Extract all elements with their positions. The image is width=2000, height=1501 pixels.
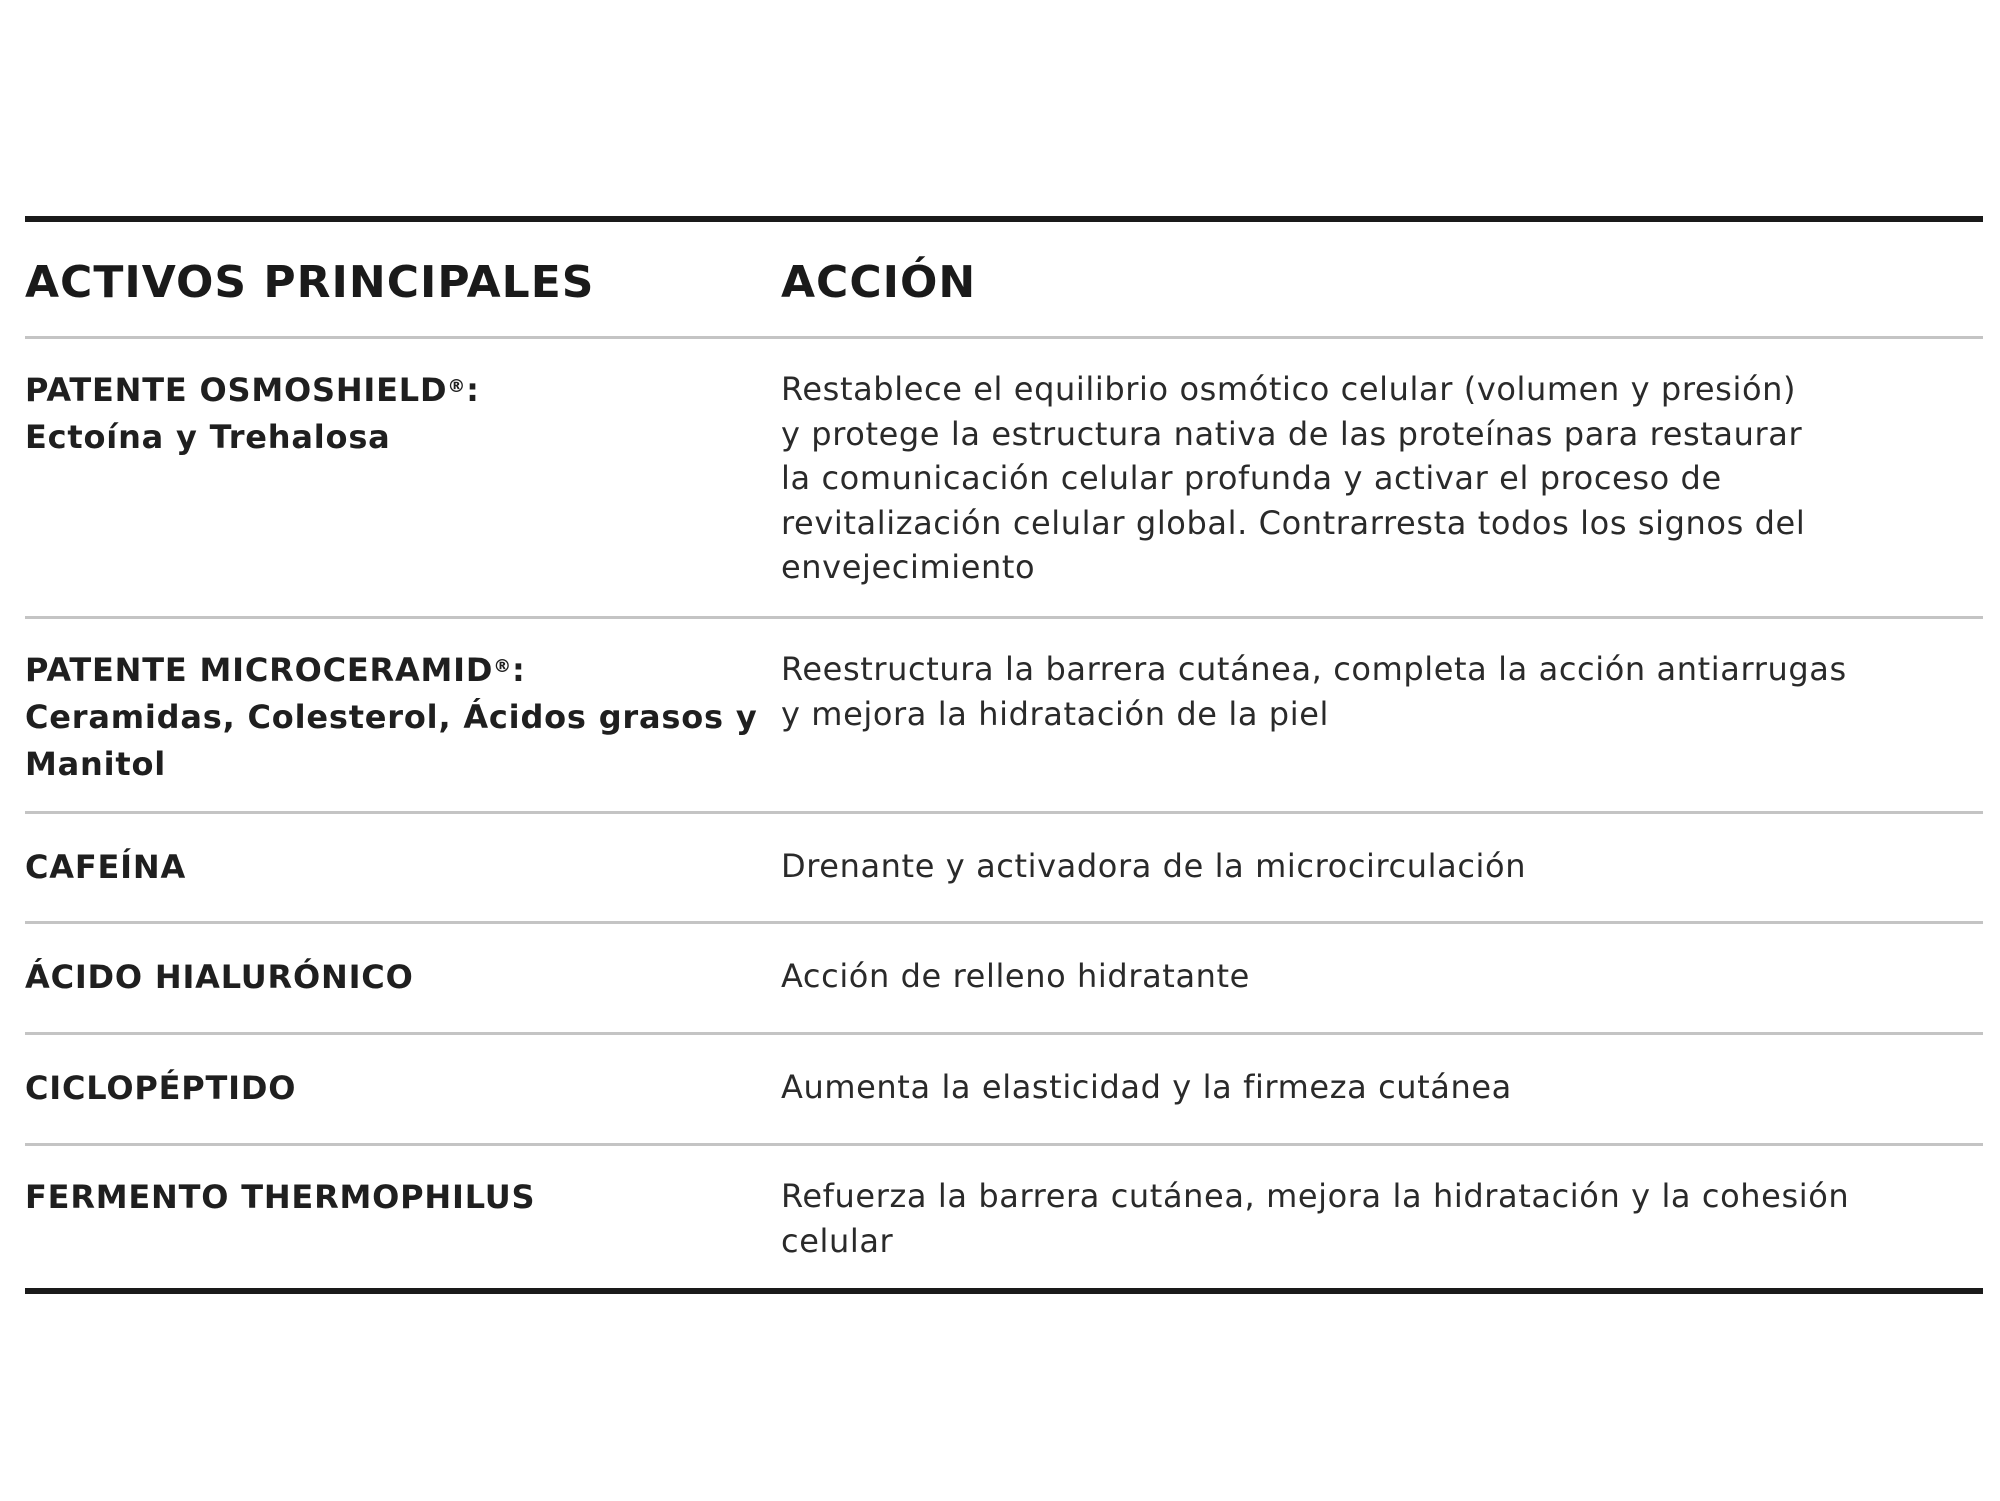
- action-line: y protege la estructura nativa de las proteínas para restaurar: [781, 414, 1803, 453]
- ingredient-detail: Ectoína y Trehalosa: [25, 418, 391, 456]
- action-line: revitalización celular global. Contrarresta todos los signos del: [781, 503, 1806, 542]
- action-cell: [781, 1146, 1983, 1288]
- registered-mark: ®: [447, 376, 467, 397]
- table-header-row: [25, 222, 1983, 339]
- action-line: y mejora la hidratación de la piel: [781, 694, 1329, 733]
- header-ingredients: ACTIVOS PRINCIPALES: [25, 257, 595, 308]
- table-row: [25, 1146, 1983, 1288]
- action-line: Aumenta la elasticidad y la firmeza cutánea: [781, 1068, 1512, 1106]
- ingredients-table: [25, 216, 1983, 1294]
- table-row: [25, 814, 1983, 924]
- action-cell: [781, 1035, 1983, 1143]
- action-line: Refuerza la barrera cutánea, mejora la hidratación y la cohesión: [781, 1177, 1850, 1215]
- ingredient-name: PATENTE MICROCERAMID®:: [25, 651, 526, 689]
- registered-mark: ®: [493, 656, 513, 677]
- action-line: celular: [781, 1221, 894, 1260]
- table-row: [25, 924, 1983, 1035]
- action-line: Acción de relleno hidratante: [781, 957, 1250, 995]
- action-cell: [781, 339, 1983, 616]
- ingredient-name: FERMENTO THERMOPHILUS: [25, 1178, 536, 1216]
- ingredient-name: CAFEÍNA: [25, 848, 187, 886]
- action-line: Restablece el equilibrio osmótico celular (volumen y presión): [781, 370, 1797, 408]
- ingredient-detail: Manitol: [25, 745, 167, 783]
- ingredient-detail: Ceramidas, Colesterol, Ácidos grasos y: [25, 698, 758, 736]
- table-row: [25, 339, 1983, 619]
- ingredient-cell: [25, 619, 781, 811]
- action-cell: [781, 814, 1983, 921]
- action-line: Drenante y activadora de la microcirculación: [781, 847, 1527, 885]
- action-cell: [781, 619, 1983, 811]
- header-action: ACCIÓN: [781, 257, 977, 308]
- ingredient-name: PATENTE OSMOSHIELD®:: [25, 371, 480, 409]
- table-bottom-rule: [25, 1288, 1983, 1294]
- table-row: [25, 1035, 1983, 1146]
- ingredient-cell: [25, 339, 781, 616]
- ingredient-name: ÁCIDO HIALURÓNICO: [25, 958, 414, 996]
- action-cell: [781, 924, 1983, 1032]
- table-row: [25, 619, 1983, 814]
- action-line: la comunicación celular profunda y activar el proceso de: [781, 459, 1722, 497]
- action-line: Reestructura la barrera cutánea, completa la acción antiarrugas: [781, 650, 1847, 688]
- ingredient-name: CICLOPÉPTIDO: [25, 1069, 297, 1107]
- action-line: envejecimiento: [781, 548, 1036, 586]
